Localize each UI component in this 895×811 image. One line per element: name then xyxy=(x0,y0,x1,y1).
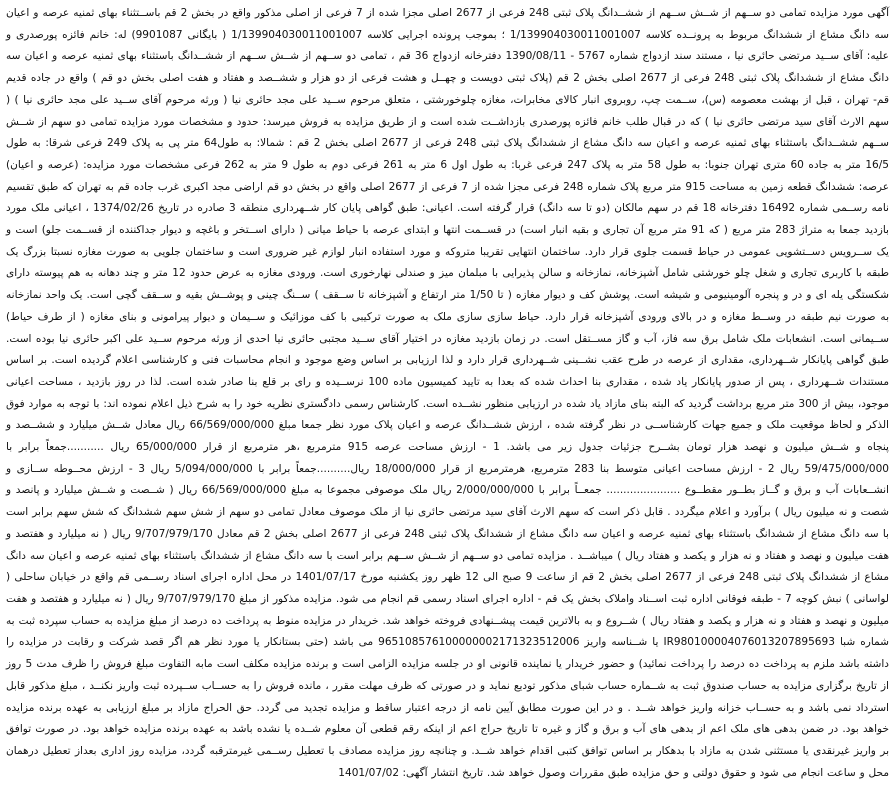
publish-date: 1401/07/02 xyxy=(338,766,400,779)
notice-body-text: آگهی مورد مزایده تمامی دو ســهم از شــش ســهم از ششــدانگ پلاک ثبتی 248 فرعی از 2677 اصلی مجزا شده از 7 فرعی از اصلی مذکور واقع در بخش 2 قم باســتثناء بهای ثمنیه عرصه و اعیان سه دانگ مشاع از ششدانگ مربوط به پرونــده کلاسه 1/139904030011001007 ؛ بموجب پرونده اجرایی کلاسه 1/139904030011001007 ( بایگانی 9901087) له: خانم فائزه پورصدری و علیه: آقای ســید مرتضی حائری نیا ، مستند سند ازدواج شماره 5767 - 1390/08/11 دفترخانه ازدواج 36 قم ، تمامی دو ســهم از شــش ســهم از ششــدانگ باستثناء بهای ثمنیه عرصه و اعیان سه دانگ مشاع از ششدانگ پلاک ثبتی 248 فرعی از 2677 اصلی بخش 2 قم (پلاک ثبتی دویست و چهــل و هشت فرعی از دو هزار و ششــصد و هفتاد و هفت اصلی بخش دو قم ) واقع در جاده قدیم قم- تهران ، قبل از بهشت معصومه (س)، ســمت چپ، روبروی انبار کالای مخابرات، مغازه چلوخورشتی ، متعلق مرحوم ســید علی مجد حائری نیا ( ورثه مرحوم آقای ســید علی مجد حائری نیا ) ( سهم الارث آقای سید مرتضی حائری نیا ) که در قبال طلب خانم فائزه پورصدری بازداشــت شده است و از طریق مزایده به فروش میرسد: حدود و مشخصات مورد مزایده تمامی دو سهم از شــش ســهم ششــدانگ باستثناء بهای ثمنیه عرصه و اعیان سه دانگ مشاع از ششدانگ پلاک ثبتی 248 فرعی از 2677 اصلی بخش 2 قم : شمالا: به طول64 متر پی به پلاک 249 فرعی شرقا: به طول 16/5 متر به جاده 60 متری تهران جنوبا: به طول 58 متر به پلاک 247 فرعی غربا: به طول اول 6 متر به 261 فرعی دوم به طول 9 متر به 262 فرعی مشخصات مورد مزایده: (عرصه و اعیان) عرصه: ششدانگ قطعه زمین به مساحت 915 متر مربع پلاک شماره 248 فرعی مجزا شده از 7 فرعی از 2677 اصلی واقع در بخش دو قم اراضی مجد اکبری غرب جاده قم به تهران که طبق تقسیم نامه رســمی شماره 16492 دفترخانه 18 قم در سهم مالکان (دو تا سه دانگ) قرار گرفته است. اعیانی: طبق گواهی پایان کار شــهرداری منطقه 3 صادره در تاریخ 1374/02/26 ، اعیانی ملک مورد بازدید جمعا به متراژ 283 متر مربع ( که 91 متر مربع آن تجاری و بقیه انبار است) در قســمت انتها و ابتدای عرصه با حیاط میانی ( دارای اســتخر و باغچه و دیوار جداکننده از قســمت جلو) است و یک ســرویس دســتشویی عمومی در حیاط قسمت جلوی قرار دارد. ساختمان انتهایی تقریبا متروکه و مورد استفاده انبار لوازم غیر ضروری است و ساختمان جلویی به صورت مغازه نسبتا بزرگ یک طبقه با کاربری تجاری و شغل چلو خورشتی شامل آشپزخانه، نمازخانه و سالن پذیرایی با مبلمان میز و صندلی نهارخوری است. ورودی مغازه به عرض حدود 12 متر و چند دهانه به هم پیوسته دارای شکستگی یله ای و در و پنجره آلومینیومی و شیشه است. پوشش کف و دیوار مغازه ( تا 1/50 متر ارتفاع و آشپزخانه تا ســقف ) ســنگ چینی و پوشــش بقیه و ســقف گچی است. یک واحد نمازخانه به صورت نیم طبقه در وســط مغازه و در بالای ورودی آشپزخانه قرار دارد. حیاط سازی سازی ملک به صورت ترکیبی با کف موزائیک و ســیمان و دیوار پیرامونی و بنای مغازه ( از طرف حیاط) ســیمانی است. انشعابات ملک شامل برق سه فاز، آب و گاز مســتقل است. در زمان بازدید مغازه در اختیار آقای ســید مجتبی حائری نیا احدی از ورثه مرحوم ســید علی اکبر حائری نیا بوده است. طبق گواهی پایانکار شــهرداری، مقداری از عرصه در طرح عقب نشــینی شــهرداری قرار دارد و لذا ارزیابی بر اساس وضع موجود و انجام محاسبات فنی و کارشناسی اعلام گردیده است. بر اساس مستندات شــهرداری ، پس از صدور پایانکار یاد شده ، مقداری بنا احداث شده که بعدا به تایید کمیسیون ماده 100 نرســیده و رای بر قلع بنا صادر شده است. لذا در روز بازدید ، مساحت اعیانی موجود، بیش از 300 متر مربع برداشت گردید که البته بنای مازاد یاد شده در ارزیابی منظور نشــده است. کارشناس رسمی دادگستری نظریه خود را به شرح ذیل اعلام نموده اند: با توجه به موارد فوق الذکر و لحاظ موقعیت ملک و جمیع جهات کارشناســی در نظر گرفته شده ، ارزش ششــدانگ عرصه و اعیان پلاک مورد نظر جمعا مبلغ 66/569/000/000 ریال معادل شــش میلیارد و ششــصد و پنجاه و شــش میلیون و نهصد هزار تومان بشــرح جزئیات جدول زیر می باشد. 1 - ارزش مساحت عرصه 915 مترمربع ،هر مترمربع از قرار 65/000/000 ریال ...........جمعاً برابر با 59/475/000/000 ریال 2 - ارزش مساحت اعیانی متوسط بنا 283 مترمربع، هرمترمربع از قرار 18/000/000 ریال..........جمعاً برابر با 5/094/000/000 ریال 3 - ارزش محــوطه ســازی و انشــعابات آب و برق و گــاز بطــور مقطــوع ...................... جمعــاً برابر با 2/000/000/000 ریال ملک موصوفی مجموعا به مبلغ 66/569/000/000 ریال ( شــصت و شــش میلیارد و پانصد و شصت و نه میلیون ریال ) برآورد و اعلام میگردد . قابل ذکر است که سهم الارث آقای سید مرتضی حائری نیا از ملک موصوف معادل تمامی دو سهم از شش سهم ششدانگ که شش سهم برابر است با سه دانگ مشاع از ششدانگ باستثناء بهای ثمنیه عرصه و اعیان سه دانگ مشاع از ششدانگ پلاک ثبتی 248 فرعی از 2677 اصلی بخش 2 قم معادل 9/707/979/170 ریال ( نه میلیارد و هفتصد و هفت میلیون و نهصد و هفتاد و نه هزار و یکصد و هفتاد ریال ) میباشــد . مزایده تمامی دو ســهم از شــش ســهم برابر است با سه دانگ مشاع از ششدانگ باستثناء بهای ثمنیه عرصه و اعیان سه دانگ مشاع از ششدانگ پلاک ثبتی 248 فرعی از 2677 اصلی بخش 2 قم از ساعت 9 صبح الی 12 ظهر روز یکشنبه مورخ 1401/07/17 در محل اداره اجرای اسناد رســمی قم واقع در خیابان ساحلی ( لواسانی ) نبش کوچه 7 - طبقه فوقانی اداره ثبت اســناد واملاک بخش یک قم - اداره اجرای اسناد رسمی قم انجام می شود. مزایده مذکور از مبلغ 9/707/979/170 ریال ( نه میلیارد و هفتصد و هفت میلیون و نهصد و هفتاد و نه هزار و یکصد و هفتاد ریال ) شــروع و به بالاترین قیمت پیشــنهادی فروخته خواهد شد. خریدار در مزایده منوط به پرداخت ده درصد از مبلغ مزایده به حساب سپرده ثبت به شماره شبا IR980100004076013207895693 یا شــناسه واریز 965108576100000002171323512006 می باشد (حتی بستانکار یا مورد نظر هم اگر قصد شرکت و رقابت در مزایده را داشته باشد ملزم به پرداخت ده درصد را پرداخت نمائید) و حضور خریدار یا نماینده قانونی او در جلسه مزایده الزامی است و برنده مزایده مکلف است مابه التفاوت مبلغ فروش را ظرف مدت 5 روز از تاریخ برگزاری مزایده به حساب صندوق ثبت به شــماره حساب شبای مذکور تودیع نماید و در صورتی که ظرف مهلت مقرر ، مانده فروش را به حســاب ســپرده ثبت واریز نکنــد ، مبلغ مذکور قابل استرداد نمی باشد و به حســاب خزانه واریز خواهد شــد . و در این صورت مطابق آیین نامه از درجه اعتبار ساقط و مزایده تجدید می گردد. حق الحراج مازاد بر مبلغ ارزیابی به عهده برنده مزایده خواهد بود. در ضمن بدهی های ملک اعم از بدهی های آب و برق و گاز و غیره تا تاریخ حراج اعم از اینکه رقم قطعی آن معلوم شــده یا نشده باشد به عهده برنده مزایده خواهد بود. در صورت توافق بر واریز غیرنقدی یا مستثنی شدن به مازاد با بدهکار بر اساس توافق کتبی اقدام خواهد شــد. و چنانچه روز مزایده مصادف با تعطیل رســمی غیرمترقبه گردد، مزایده روز اداری بعداز تعطیل درهمان محل و ساعت انجام می شود و حقوق دولتی و حق مزایده طبق مقررات وصول خواهد شد. تاریخ انتشار آگهی: xyxy=(6,7,890,779)
